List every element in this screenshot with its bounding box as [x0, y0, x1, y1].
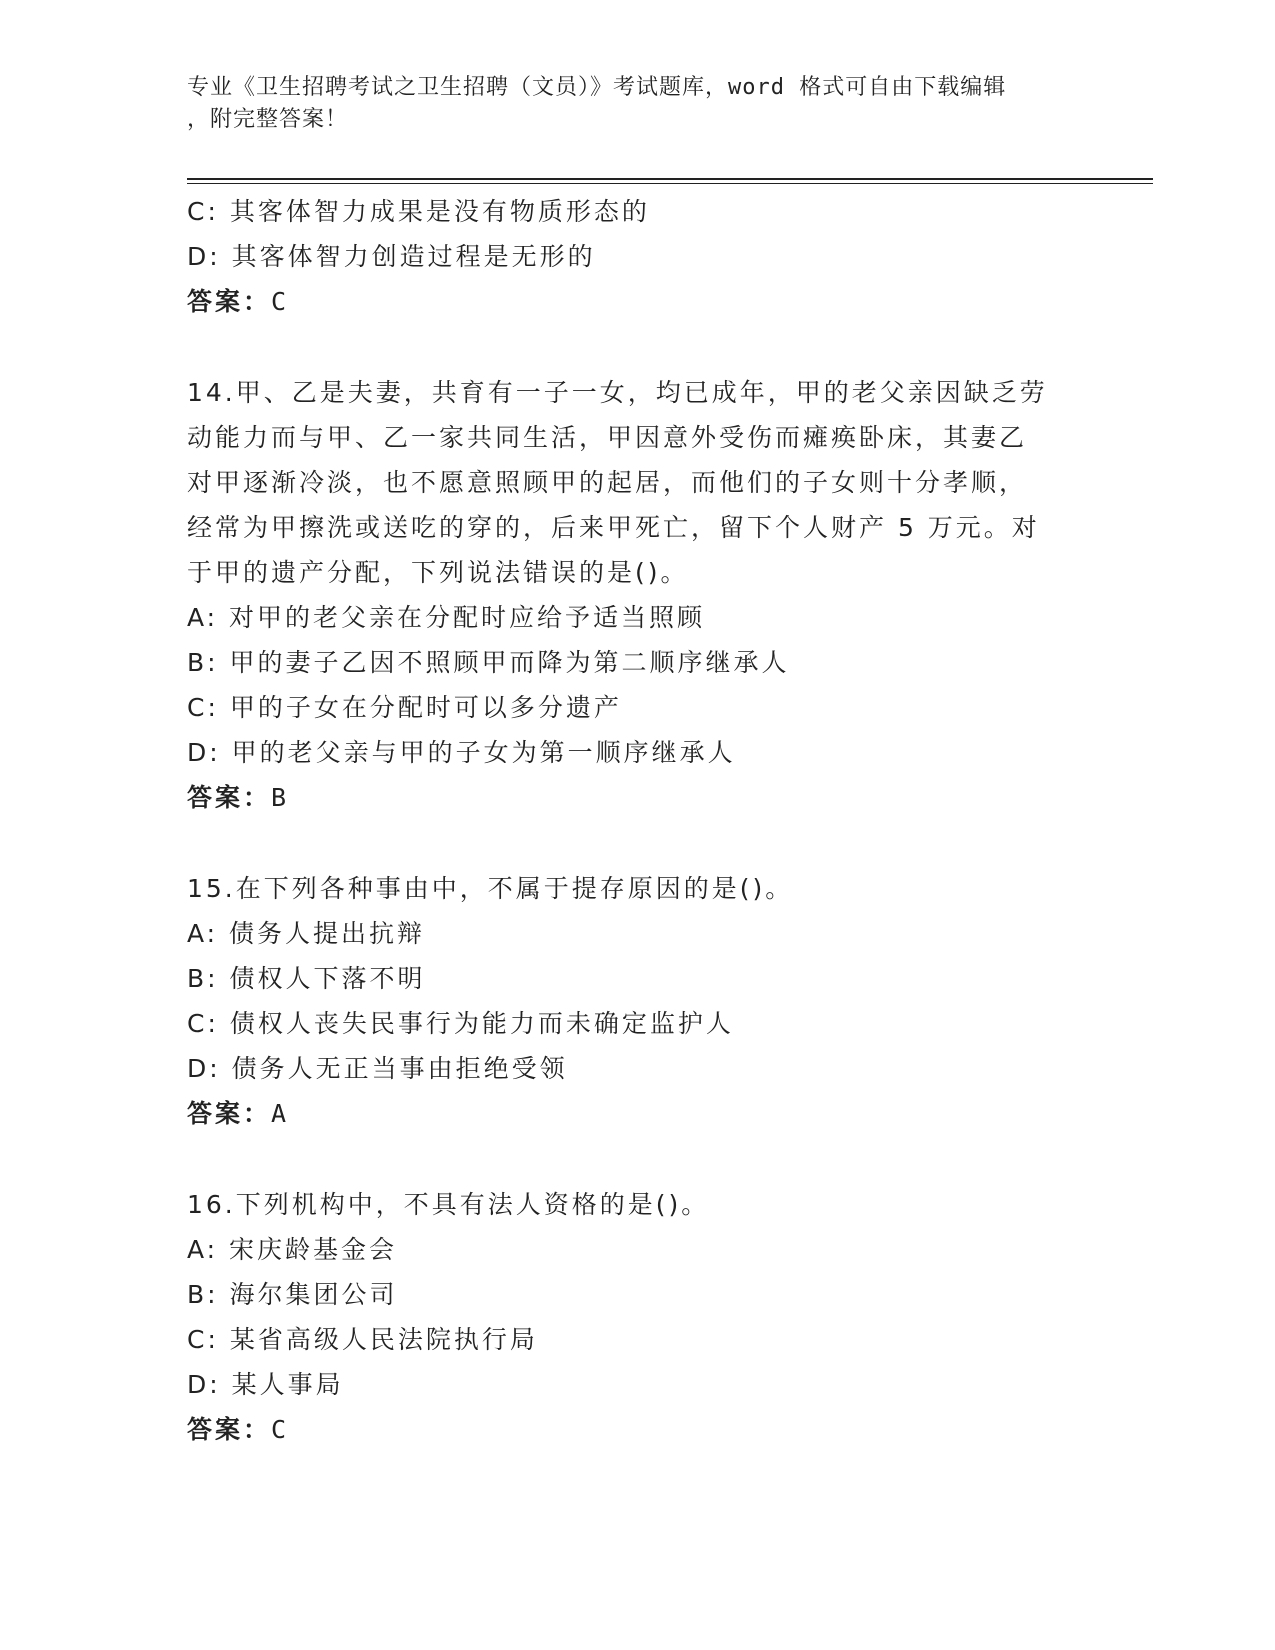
answer-label: 答案：	[187, 1099, 272, 1128]
q14-option-c: C: 甲的子女在分配时可以多分遗产	[187, 693, 622, 722]
header-line-2: ，附完整答案！	[187, 107, 349, 132]
q15-option-c: C: 债权人丧失民事行为能力而未确定监护人	[187, 1009, 734, 1038]
prev-answer	[187, 279, 1087, 324]
q15-option-b: B: 债权人下落不明	[187, 964, 426, 993]
q15-stem: 15.在下列各种事由中，不属于提存原因的是()。	[187, 874, 794, 903]
q14-stem-line-1: 14.甲、乙是夫妻，共育有一子一女，均已成年，甲的老父亲因缺乏劳	[187, 378, 1048, 407]
answer-value: C	[271, 1415, 290, 1444]
q16-option-c: C: 某省高级人民法院执行局	[187, 1325, 538, 1354]
header-rule-thick	[187, 178, 1153, 180]
q15-option-d: D: 债务人无正当事由拒绝受领	[187, 1054, 568, 1083]
question-content	[187, 189, 1087, 1452]
prev-option-c: C: 其客体智力成果是没有物质形态的	[187, 197, 650, 226]
q14-option-b: B: 甲的妻子乙因不照顾甲而降为第二顺序继承人	[187, 648, 790, 677]
document-header	[187, 72, 1067, 136]
q16-stem: 16.下列机构中，不具有法人资格的是()。	[187, 1190, 710, 1219]
q16-option-b: B: 海尔集团公司	[187, 1280, 398, 1309]
answer-label: 答案：	[187, 1415, 272, 1444]
answer-label: 答案：	[187, 783, 272, 812]
q15-answer	[187, 1091, 1087, 1136]
q16-option-a: A: 宋庆龄基金会	[187, 1235, 398, 1264]
q16-option-d: D: 某人事局	[187, 1370, 344, 1399]
prev-option-d: D: 其客体智力创造过程是无形的	[187, 242, 596, 271]
answer-value: B	[271, 783, 290, 812]
q15-option-a: A: 债务人提出抗辩	[187, 919, 426, 948]
q14-stem-line-4: 经常为甲擦洗或送吃的穿的，后来甲死亡，留下个人财产 5 万元。对	[187, 513, 1040, 542]
q14-stem-line-5: 于甲的遗产分配，下列说法错误的是()。	[187, 558, 689, 587]
q14-option-a: A: 对甲的老父亲在分配时应给予适当照顾	[187, 603, 706, 632]
answer-value: C	[271, 287, 290, 316]
q14-stem-line-3: 对甲逐渐冷淡，也不愿意照顾甲的起居，而他们的子女则十分孝顺，	[187, 468, 1028, 497]
header-rule-thin	[187, 183, 1153, 184]
answer-value: A	[271, 1099, 290, 1128]
header-line-1: 专业《卫生招聘考试之卫生招聘（文员）》考试题库，word 格式可自由下载编辑	[187, 75, 1007, 100]
answer-label: 答案：	[187, 287, 272, 316]
q14-stem-line-2: 动能力而与甲、乙一家共同生活，甲因意外受伤而瘫痪卧床，其妻乙	[187, 423, 1028, 452]
q14-option-d: D: 甲的老父亲与甲的子女为第一顺序继承人	[187, 738, 736, 767]
q16-answer	[187, 1407, 1087, 1452]
q14-answer	[187, 775, 1087, 820]
